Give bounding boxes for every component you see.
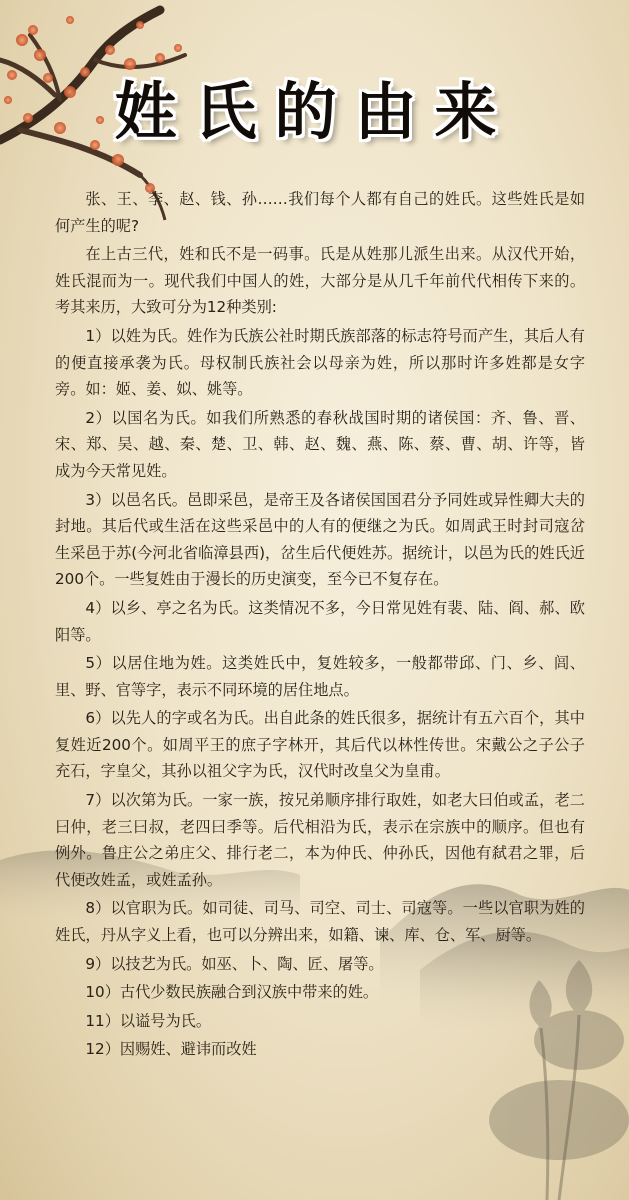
paragraph-item-10: 10）古代少数民族融合到汉族中带来的姓。 [85, 983, 379, 1002]
paragraph-item-3: 3）以邑名氏。邑即采邑，是帝王及各诸侯国国君分予同姓或异性卿大夫的封地。其后代或生活在这些采邑中的人有的便继之为氏。如周武王时封司寇岔生采邑于苏(今河北省临漳县西)，岔生后代便姓苏。据统计，以邑为氏的姓氏近200个。一些复姓由于漫长的历史演变，至今已不复存在。 [55, 490, 585, 589]
paragraph-item-5: 5）以居住地为姓。这类姓氏中，复姓较多，一般都带邱、门、乡、闾、里、野、官等字，表示不同环境的居住地点。 [55, 654, 585, 699]
paragraph-item-11: 11）以谥号为氏。 [85, 1011, 212, 1030]
paragraph-item-12: 12）因赐姓、避讳而改姓 [85, 1040, 257, 1059]
paragraph-item-8: 8）以官职为氏。如司徒、司马、司空、司士、司寇等。一些以官职为姓的姓氏，丹从字义上看，也可以分辨出来，如籍、谏、库、仓、军、厨等。 [55, 899, 585, 945]
article-body [55, 186, 585, 1065]
paragraph-item-4: 4）以乡、亭之名为氏。这类情况不多，今日常见姓有裴、陆、阎、郝、欧阳等。 [55, 598, 585, 644]
paragraph-overview: 在上古三代，姓和氏不是一码事。氏是从姓那儿派生出来。从汉代开始，姓氏混而为一。现代我们中国人的姓，大部分是从几千年前代代相传下来的。考其来历，大致可分为12种类别: [55, 245, 585, 317]
paragraph-item-6: 6）以先人的字或名为氏。出自此条的姓氏很多，据统计有五六百个，其中复姓近200个。如周平王的庶子字林开，其后代以林性传世。宋戴公之子公子充石，字皇父，其孙以祖父字为氏，汉代时改皇父为皇甫。 [55, 709, 585, 781]
paragraph-intro: 张、王、李、赵、钱、孙……我们每个人都有自己的姓氏。这些姓氏是如何产生的呢? [55, 190, 585, 235]
page-title: 姓氏的由来 [114, 75, 515, 148]
paragraph-item-2: 2）以国名为氏。如我们所熟悉的春秋战国时期的诸侯国：齐、鲁、晋、宋、郑、吴、越、秦、楚、卫、韩、赵、魏、燕、陈、蔡、曹、胡、许等，皆成为今天常见姓。 [55, 408, 585, 480]
paragraph-item-7: 7）以次第为氏。一家一族，按兄弟顺序排行取姓，如老大曰伯或孟，老二曰仲，老三曰叔，老四曰季等。后代相沿为氏，表示在宗族中的顺序。但也有例外。鲁庄公之弟庄父、排行老二，本为仲氏、仲孙氏，因他有弑君之罪，后代便改姓孟，或姓孟孙。 [55, 791, 585, 889]
paragraph-item-1: 1）以姓为氏。姓作为氏族公社时期氏族部落的标志符号而产生，其后人有的便直接承袭为氏。母权制氏族社会以母亲为姓，所以那时许多姓都是女字旁。如：姬、姜、姒、姚等。 [55, 326, 585, 399]
paragraph-item-9: 9）以技艺为氏。如巫、卜、陶、匠、屠等。 [85, 954, 384, 973]
